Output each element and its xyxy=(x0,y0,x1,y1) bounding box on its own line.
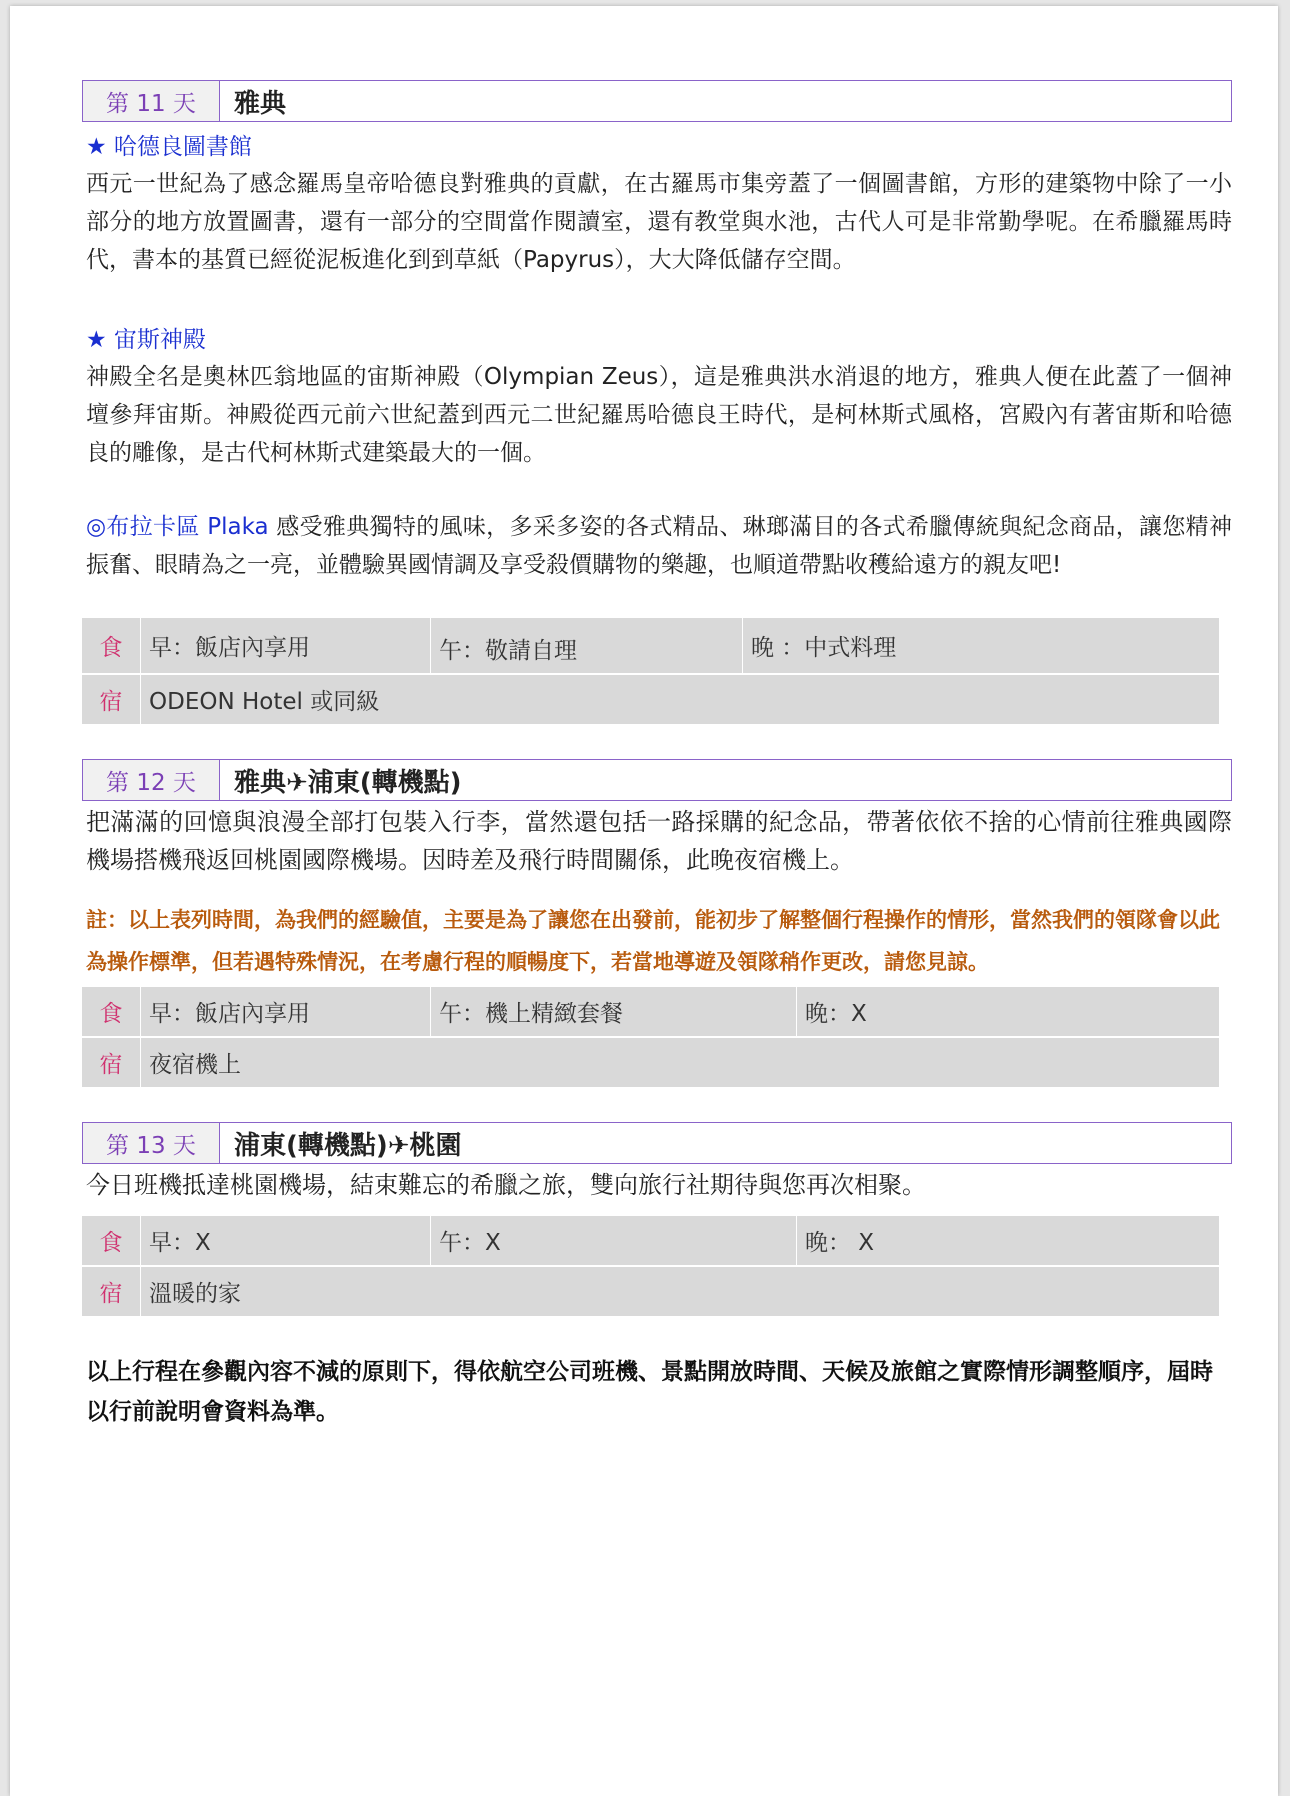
dinner-cell: 晚： X xyxy=(796,1216,1219,1267)
dinner-cell: 晚 ：中式料理 xyxy=(742,618,1219,675)
day-title: 雅典 xyxy=(234,88,287,119)
closing-notice: 以上行程在參觀內容不減的原則下，得依航空公司班機、景點開放時間、天候及旅館之實際情形調整順序，屆時以行前說明會資料為準。 xyxy=(86,1359,1213,1425)
lunch-cell: 午：機上精緻套餐 xyxy=(430,987,796,1038)
stay-row xyxy=(82,675,1219,724)
stay-row xyxy=(82,1038,1219,1087)
meal-row xyxy=(82,987,1219,1038)
breakfast-cell: 早：飯店內享用 xyxy=(140,987,430,1038)
stay-cell: 溫暖的家 xyxy=(140,1267,1219,1316)
stay-row xyxy=(82,1267,1219,1316)
plaka-text: 感受雅典獨特的風味，多采多姿的各式精品、琳瑯滿目的各式希臘傳統與紀念商品，讓您精神振奮、眼睛為之一亮，並體驗異國情調及享受殺價購物的樂趣，也順道帶點收穫給遠方的親友吧! xyxy=(86,514,1232,578)
day-13-header xyxy=(82,1122,1232,1164)
lunch-cell: 午：X xyxy=(430,1216,796,1267)
day-11-meals-table xyxy=(82,618,1219,724)
stay-icon: 宿 xyxy=(99,1052,123,1078)
day-12-text: 把滿滿的回憶與浪漫全部打包裝入行李，當然還包括一路採購的紀念品，帶著依依不捨的心情前往雅典國際機場搭機飛返回桃園國際機場。因時差及飛行時間關係，此晚夜宿機上。 xyxy=(86,808,1232,874)
day-label: 第 13 天 xyxy=(83,1123,220,1163)
meal-row xyxy=(82,618,1219,675)
stay-cell: 夜宿機上 xyxy=(140,1038,1219,1087)
stay-cell: ODEON Hotel 或同級 xyxy=(140,675,1219,724)
day-12-header xyxy=(82,759,1232,801)
plaka-link: ◎布拉卡區 Plaka xyxy=(86,514,269,540)
day-label: 第 12 天 xyxy=(83,760,220,800)
day-title: 浦東(轉機點)✈桃園 xyxy=(234,1130,462,1161)
stay-icon: 宿 xyxy=(99,1281,123,1307)
dinner-cell: 晚：X xyxy=(796,987,1219,1038)
meal-row xyxy=(82,1216,1219,1267)
itinerary-note: 註：以上表列時間，為我們的經驗值，主要是為了讓您在出發前，能初步了解整個行程操作的情形，當然我們的領隊會以此為操作標準，但若遇特殊情況，在考慮行程的順暢度下，若當地導遊及領隊稍作更改，請您見諒。 xyxy=(86,908,1220,974)
plaka-paragraph xyxy=(86,508,1232,584)
day-13-text: 今日班機抵達桃園機場，結束難忘的希臘之旅，雙向旅行社期待與您再次相聚。 xyxy=(86,1171,926,1199)
document-page xyxy=(10,6,1278,1796)
meal-icon: 食 xyxy=(82,1216,140,1267)
hadrian-library-text: 西元一世紀為了感念羅馬皇帝哈德良對雅典的貢獻，在古羅馬市集旁蓋了一個圖書館，方形的建築物中除了一小部分的地方放置圖書，還有一部分的空間當作閱讀室，還有教堂與水池，古代人可是非常勤學呢。在希臘羅馬時代，書本的基質已經從泥板進化到到草紙（Papyrus），大大降低儲存空間。 xyxy=(86,171,1232,273)
breakfast-cell: 早：飯店內享用 xyxy=(140,618,430,675)
breakfast-cell: 早：X xyxy=(140,1216,430,1267)
stay-icon: 宿 xyxy=(99,689,123,715)
day-12-meals-table xyxy=(82,987,1219,1087)
hadrian-library-title: ★ 哈德良圖書館 xyxy=(86,134,252,160)
day-title: 雅典✈浦東(轉機點) xyxy=(234,767,462,798)
day-13-meals-table xyxy=(82,1216,1219,1316)
day-label: 第 11 天 xyxy=(83,81,220,121)
zeus-temple-text: 神殿全名是奧林匹翁地區的宙斯神殿（Olympian Zeus），這是雅典洪水消退的地方，雅典人便在此蓋了一個神壇參拜宙斯。神殿從西元前六世紀蓋到西元二世紀羅馬哈德良王時代，是柯林斯式風格，宮殿內有著宙斯和哈德良的雕像，是古代柯林斯式建築最大的一個。 xyxy=(86,364,1232,466)
zeus-temple-title: ★ 宙斯神殿 xyxy=(86,327,206,353)
meal-icon: 食 xyxy=(82,618,140,675)
meal-icon: 食 xyxy=(82,987,140,1038)
itinerary-content xyxy=(82,80,1232,1432)
day-11-header xyxy=(82,80,1232,122)
lunch-cell: 午：敬請自理 xyxy=(430,618,742,675)
